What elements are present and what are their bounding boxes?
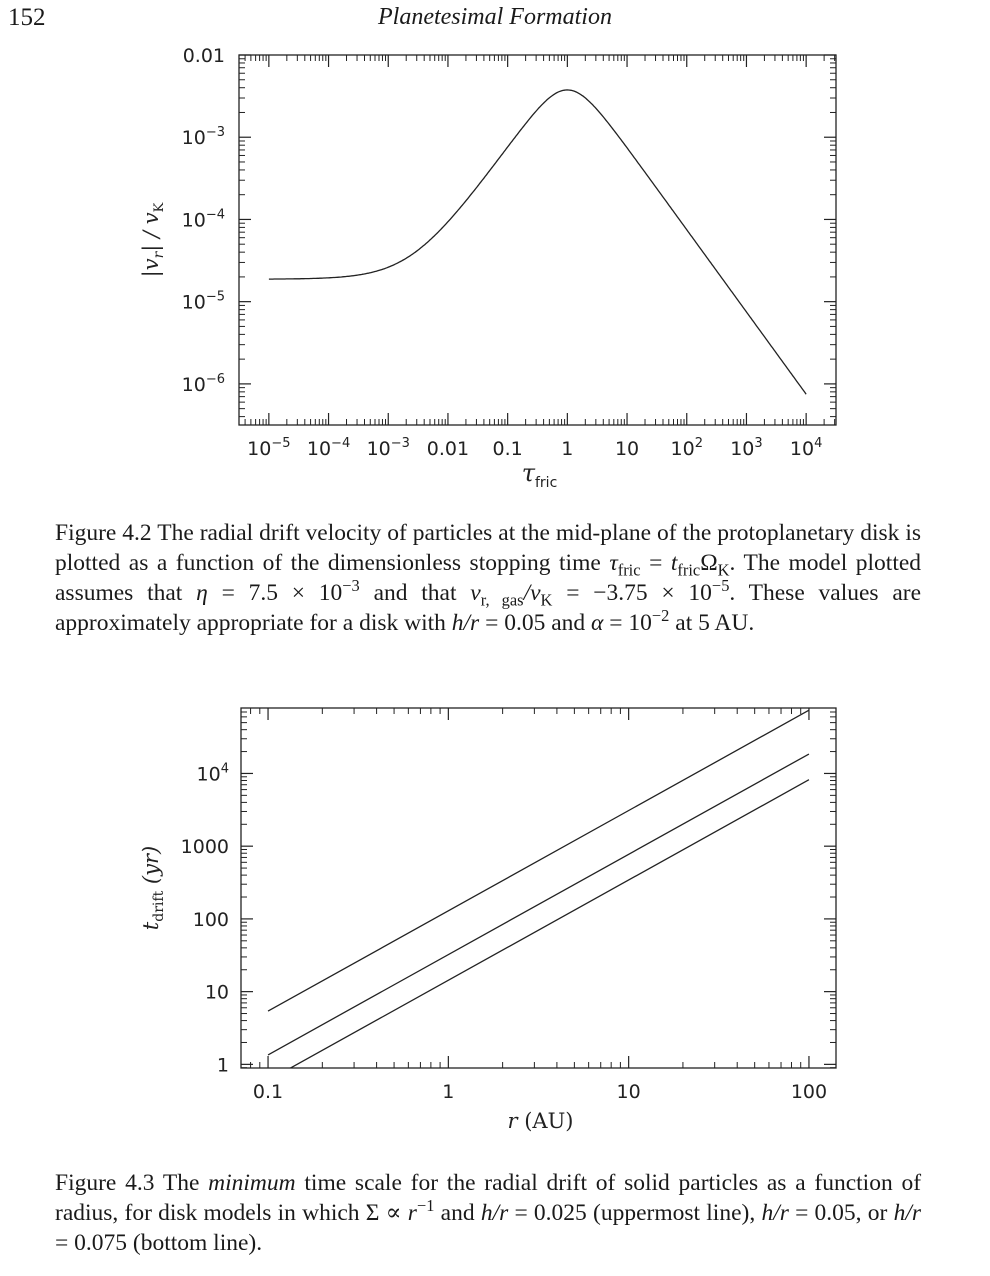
caption-text: The (162, 1170, 200, 1196)
v-sub: r, gas (480, 590, 524, 610)
plot-frame (239, 55, 836, 425)
x-axis-label: r (AU) (507, 1109, 574, 1133)
caption-text: and (440, 1200, 475, 1226)
figure-4-3-caption (55, 1168, 921, 1258)
tau-sub: fric (617, 560, 641, 580)
x-tick-label: 0.01 (426, 438, 470, 460)
hr-symbol: h/r (451, 610, 480, 636)
alpha-value: = 10 (609, 610, 652, 636)
y-tick-label: 1 (216, 1054, 229, 1077)
caption-text: time scale for the radial drift of solid particles as a function of radius, for disk models in which Σ ∝ (55, 1170, 922, 1226)
r-symbol: r (407, 1200, 417, 1226)
series-line (268, 780, 809, 1081)
y-tick-label: 0.01 (182, 45, 225, 67)
hr-symbol: h/r (893, 1200, 922, 1226)
page-number: 152 (8, 4, 46, 31)
x-tick-label: 10 (616, 1081, 641, 1103)
caption-emphasis: minimum (208, 1170, 296, 1196)
figure-4-2-caption (55, 518, 921, 638)
tau-symbol: τ (609, 550, 618, 576)
y-tick-label: $10^{-6}$ (181, 371, 225, 396)
x-tick-label: 1 (442, 1081, 455, 1103)
x-tick-label: 0.1 (252, 1081, 284, 1103)
figure-4-3-chart (0, 690, 990, 1140)
y-tick-label: $10^{-4}$ (181, 207, 225, 232)
y-tick-label: $10^4$ (196, 761, 229, 786)
omega-sub: K (717, 560, 730, 580)
eta-value: = 7.5 × 10 (221, 580, 343, 606)
equals: = (649, 550, 663, 576)
running-title: Planetesimal Formation (378, 4, 612, 30)
caption-text: at 5 AU. (675, 610, 755, 636)
y-axis-label: $t_{drift}$ (yr) (139, 845, 167, 931)
x-axis-label: $\tau_{fric}$ (521, 459, 558, 491)
y-tick-label: 100 (192, 908, 229, 931)
x-tick-label: 100 (790, 1081, 828, 1103)
slash-v: /v (523, 580, 541, 606)
eta-exponent: −3 (342, 576, 360, 596)
x-tick-label: $10^{-3}$ (366, 436, 410, 460)
series-line (269, 90, 806, 394)
x-tick-label: $10^4$ (789, 436, 823, 460)
hr-value-1: = 0.025 (uppermost line), (514, 1200, 756, 1226)
hr-symbol: h/r (761, 1200, 789, 1226)
t-sub: fric (677, 560, 701, 580)
caption-text: and that (373, 580, 457, 606)
y-tick-label: 1000 (180, 836, 229, 859)
caption-label: Figure 4.2 (55, 520, 152, 546)
x-tick-label: $10^{-4}$ (306, 436, 351, 460)
y-tick-label: $10^{-5}$ (181, 289, 225, 314)
y-tick-label: 10 (204, 981, 229, 1004)
slash-v-sub: K (540, 590, 553, 610)
v-exponent: −5 (711, 576, 730, 596)
x-tick-label: 0.1 (492, 438, 523, 460)
hr-value: = 0.05 and (485, 610, 586, 636)
x-tick-label: $10^{-5}$ (247, 436, 291, 460)
eta-symbol: η (196, 580, 208, 606)
caption-text: The radial drift velocity of particles at the mid-plane of the protoplanetary disk is plotted as a function of the dimensionless stopping time (55, 520, 922, 576)
alpha-exponent: −2 (651, 606, 670, 626)
figure-4-2-chart (0, 0, 990, 500)
caption-label: Figure 4.3 (55, 1170, 155, 1196)
x-tick-label: $10^3$ (730, 436, 763, 460)
v-symbol: v (470, 580, 481, 606)
y-tick-label: $10^{-3}$ (181, 125, 225, 150)
t-symbol: t (670, 550, 678, 576)
omega-symbol: Ω (700, 550, 718, 576)
series-line (268, 710, 809, 1011)
x-tick-label: 10 (614, 438, 640, 460)
r-exponent: −1 (416, 1196, 435, 1216)
caption-text: . The model plotted assumes that (55, 550, 922, 606)
hr-value-2: = 0.05, or (795, 1200, 888, 1226)
hr-value-3: = 0.075 (bottom line). (55, 1230, 263, 1256)
v-value: = −3.75 × 10 (566, 580, 712, 606)
caption-text: . These values are approximately appropriate for a disk with (55, 580, 922, 636)
hr-symbol: h/r (480, 1200, 509, 1226)
alpha-symbol: α (591, 610, 604, 636)
x-tick-label: $10^2$ (670, 436, 703, 460)
series-line (268, 754, 809, 1055)
plot-frame (241, 708, 836, 1068)
y-axis-label: $|v_r| / v_K$ (139, 202, 167, 278)
x-tick-label: 1 (561, 438, 574, 460)
